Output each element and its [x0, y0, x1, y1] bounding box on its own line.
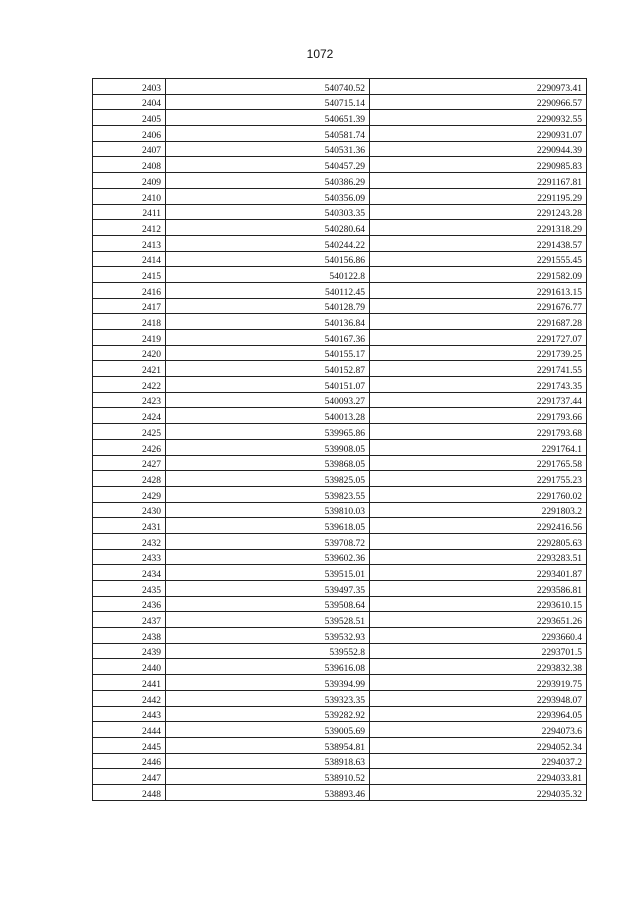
point-number-cell: 2418	[93, 314, 166, 330]
table-row	[93, 251, 587, 267]
table-row	[93, 533, 587, 549]
point-number-cell: 2426	[93, 439, 166, 455]
table-row	[93, 282, 587, 298]
y-coordinate-cell: 2293401.87	[370, 565, 587, 581]
x-coordinate-cell: 540280.64	[166, 220, 370, 236]
table-row	[93, 345, 587, 361]
table-row	[93, 628, 587, 644]
x-coordinate-cell: 540581.74	[166, 126, 370, 142]
point-number-cell: 2417	[93, 298, 166, 314]
point-number-cell: 2437	[93, 612, 166, 628]
point-number-cell: 2435	[93, 581, 166, 597]
point-number-cell: 2444	[93, 722, 166, 738]
x-coordinate-cell: 539532.93	[166, 628, 370, 644]
point-number-cell: 2416	[93, 282, 166, 298]
point-number-cell: 2448	[93, 784, 166, 800]
table-row	[93, 596, 587, 612]
x-coordinate-cell: 540651.39	[166, 110, 370, 126]
y-coordinate-cell: 2291687.28	[370, 314, 587, 330]
x-coordinate-cell: 539497.35	[166, 581, 370, 597]
coordinates-table-body	[93, 79, 587, 801]
table-row	[93, 204, 587, 220]
y-coordinate-cell: 2291739.25	[370, 345, 587, 361]
x-coordinate-cell: 539515.01	[166, 565, 370, 581]
table-row	[93, 188, 587, 204]
x-coordinate-cell: 540152.87	[166, 361, 370, 377]
point-number-cell: 2439	[93, 643, 166, 659]
y-coordinate-cell: 2294073.6	[370, 722, 587, 738]
y-coordinate-cell: 2294033.81	[370, 769, 587, 785]
y-coordinate-cell: 2291195.29	[370, 188, 587, 204]
x-coordinate-cell: 539552.8	[166, 643, 370, 659]
table-row	[93, 110, 587, 126]
point-number-cell: 2408	[93, 157, 166, 173]
point-number-cell: 2427	[93, 455, 166, 471]
x-coordinate-cell: 540112.45	[166, 282, 370, 298]
point-number-cell: 2419	[93, 330, 166, 346]
table-row	[93, 298, 587, 314]
y-coordinate-cell: 2291727.07	[370, 330, 587, 346]
table-row	[93, 502, 587, 518]
point-number-cell: 2425	[93, 424, 166, 440]
table-row	[93, 769, 587, 785]
y-coordinate-cell: 2293651.26	[370, 612, 587, 628]
x-coordinate-cell: 540128.79	[166, 298, 370, 314]
table-row	[93, 424, 587, 440]
y-coordinate-cell: 2293948.07	[370, 690, 587, 706]
point-number-cell: 2428	[93, 471, 166, 487]
y-coordinate-cell: 2291613.15	[370, 282, 587, 298]
x-coordinate-cell: 540093.27	[166, 392, 370, 408]
table-row	[93, 643, 587, 659]
table-row	[93, 659, 587, 675]
x-coordinate-cell: 540167.36	[166, 330, 370, 346]
y-coordinate-cell: 2291793.66	[370, 408, 587, 424]
x-coordinate-cell: 540386.29	[166, 173, 370, 189]
point-number-cell: 2421	[93, 361, 166, 377]
table-row	[93, 220, 587, 236]
table-row	[93, 361, 587, 377]
y-coordinate-cell: 2291760.02	[370, 486, 587, 502]
y-coordinate-cell: 2290931.07	[370, 126, 587, 142]
table-row	[93, 486, 587, 502]
table-row	[93, 706, 587, 722]
x-coordinate-cell: 540740.52	[166, 79, 370, 95]
point-number-cell: 2404	[93, 94, 166, 110]
point-number-cell: 2443	[93, 706, 166, 722]
y-coordinate-cell: 2291737.44	[370, 392, 587, 408]
table-row	[93, 141, 587, 157]
table-row	[93, 314, 587, 330]
y-coordinate-cell: 2291676.77	[370, 298, 587, 314]
point-number-cell: 2430	[93, 502, 166, 518]
point-number-cell: 2415	[93, 267, 166, 283]
point-number-cell: 2445	[93, 737, 166, 753]
table-row	[93, 79, 587, 95]
x-coordinate-cell: 539005.69	[166, 722, 370, 738]
table-row	[93, 471, 587, 487]
point-number-cell: 2410	[93, 188, 166, 204]
point-number-cell: 2436	[93, 596, 166, 612]
x-coordinate-cell: 538954.81	[166, 737, 370, 753]
y-coordinate-cell: 2291318.29	[370, 220, 587, 236]
table-row	[93, 455, 587, 471]
point-number-cell: 2447	[93, 769, 166, 785]
point-number-cell: 2434	[93, 565, 166, 581]
y-coordinate-cell: 2291167.81	[370, 173, 587, 189]
x-coordinate-cell: 539508.64	[166, 596, 370, 612]
y-coordinate-cell: 2290966.57	[370, 94, 587, 110]
y-coordinate-cell: 2291582.09	[370, 267, 587, 283]
coordinates-table	[92, 78, 587, 801]
point-number-cell: 2431	[93, 518, 166, 534]
table-row	[93, 235, 587, 251]
point-number-cell: 2446	[93, 753, 166, 769]
table-row	[93, 753, 587, 769]
table-row	[93, 330, 587, 346]
point-number-cell: 2441	[93, 675, 166, 691]
point-number-cell: 2412	[93, 220, 166, 236]
x-coordinate-cell: 539825.05	[166, 471, 370, 487]
y-coordinate-cell: 2293964.05	[370, 706, 587, 722]
y-coordinate-cell: 2290973.41	[370, 79, 587, 95]
table-row	[93, 737, 587, 753]
table-row	[93, 439, 587, 455]
y-coordinate-cell: 2291243.28	[370, 204, 587, 220]
x-coordinate-cell: 540244.22	[166, 235, 370, 251]
table-row	[93, 784, 587, 800]
x-coordinate-cell: 538910.52	[166, 769, 370, 785]
y-coordinate-cell: 2291743.35	[370, 377, 587, 393]
y-coordinate-cell: 2293919.75	[370, 675, 587, 691]
y-coordinate-cell: 2293832.38	[370, 659, 587, 675]
point-number-cell: 2424	[93, 408, 166, 424]
table-row	[93, 126, 587, 142]
point-number-cell: 2403	[93, 79, 166, 95]
table-row	[93, 267, 587, 283]
point-number-cell: 2420	[93, 345, 166, 361]
x-coordinate-cell: 540457.29	[166, 157, 370, 173]
y-coordinate-cell: 2290932.55	[370, 110, 587, 126]
x-coordinate-cell: 539810.03	[166, 502, 370, 518]
point-number-cell: 2433	[93, 549, 166, 565]
x-coordinate-cell: 538918.63	[166, 753, 370, 769]
x-coordinate-cell: 540356.09	[166, 188, 370, 204]
x-coordinate-cell: 539868.05	[166, 455, 370, 471]
table-row	[93, 690, 587, 706]
table-row	[93, 377, 587, 393]
point-number-cell: 2422	[93, 377, 166, 393]
x-coordinate-cell: 539965.86	[166, 424, 370, 440]
y-coordinate-cell: 2291793.68	[370, 424, 587, 440]
y-coordinate-cell: 2290985.83	[370, 157, 587, 173]
x-coordinate-cell: 539823.55	[166, 486, 370, 502]
y-coordinate-cell: 2291755.23	[370, 471, 587, 487]
point-number-cell: 2409	[93, 173, 166, 189]
point-number-cell: 2429	[93, 486, 166, 502]
y-coordinate-cell: 2294052.34	[370, 737, 587, 753]
table-row	[93, 157, 587, 173]
table-row	[93, 675, 587, 691]
point-number-cell: 2406	[93, 126, 166, 142]
y-coordinate-cell: 2291555.45	[370, 251, 587, 267]
point-number-cell: 2407	[93, 141, 166, 157]
y-coordinate-cell: 2291741.55	[370, 361, 587, 377]
point-number-cell: 2413	[93, 235, 166, 251]
point-number-cell: 2414	[93, 251, 166, 267]
y-coordinate-cell: 2294035.32	[370, 784, 587, 800]
y-coordinate-cell: 2293610.15	[370, 596, 587, 612]
point-number-cell: 2423	[93, 392, 166, 408]
x-coordinate-cell: 539908.05	[166, 439, 370, 455]
x-coordinate-cell: 539618.05	[166, 518, 370, 534]
table-row	[93, 94, 587, 110]
x-coordinate-cell: 539602.36	[166, 549, 370, 565]
x-coordinate-cell: 540156.86	[166, 251, 370, 267]
point-number-cell: 2438	[93, 628, 166, 644]
table-row	[93, 565, 587, 581]
y-coordinate-cell: 2290944.39	[370, 141, 587, 157]
x-coordinate-cell: 540122.8	[166, 267, 370, 283]
x-coordinate-cell: 539394.99	[166, 675, 370, 691]
table-row	[93, 173, 587, 189]
table-row	[93, 581, 587, 597]
y-coordinate-cell: 2292805.63	[370, 533, 587, 549]
table-row	[93, 549, 587, 565]
point-number-cell: 2442	[93, 690, 166, 706]
y-coordinate-cell: 2293701.5	[370, 643, 587, 659]
x-coordinate-cell: 539282.92	[166, 706, 370, 722]
x-coordinate-cell: 540136.84	[166, 314, 370, 330]
y-coordinate-cell: 2291438.57	[370, 235, 587, 251]
x-coordinate-cell: 540013.28	[166, 408, 370, 424]
y-coordinate-cell: 2291803.2	[370, 502, 587, 518]
y-coordinate-cell: 2294037.2	[370, 753, 587, 769]
x-coordinate-cell: 539323.35	[166, 690, 370, 706]
x-coordinate-cell: 540531.36	[166, 141, 370, 157]
y-coordinate-cell: 2292416.56	[370, 518, 587, 534]
point-number-cell: 2440	[93, 659, 166, 675]
table-row	[93, 722, 587, 738]
x-coordinate-cell: 539708.72	[166, 533, 370, 549]
point-number-cell: 2432	[93, 533, 166, 549]
y-coordinate-cell: 2293660.4	[370, 628, 587, 644]
y-coordinate-cell: 2291764.1	[370, 439, 587, 455]
y-coordinate-cell: 2293586.81	[370, 581, 587, 597]
table-row	[93, 612, 587, 628]
y-coordinate-cell: 2293283.51	[370, 549, 587, 565]
x-coordinate-cell: 540715.14	[166, 94, 370, 110]
point-number-cell: 2405	[93, 110, 166, 126]
x-coordinate-cell: 539528.51	[166, 612, 370, 628]
x-coordinate-cell: 539616.08	[166, 659, 370, 675]
table-row	[93, 408, 587, 424]
point-number-cell: 2411	[93, 204, 166, 220]
page-number: 1072	[306, 47, 334, 61]
y-coordinate-cell: 2291765.58	[370, 455, 587, 471]
x-coordinate-cell: 540151.07	[166, 377, 370, 393]
x-coordinate-cell: 540155.17	[166, 345, 370, 361]
x-coordinate-cell: 538893.46	[166, 784, 370, 800]
table-row	[93, 518, 587, 534]
table-row	[93, 392, 587, 408]
x-coordinate-cell: 540303.35	[166, 204, 370, 220]
